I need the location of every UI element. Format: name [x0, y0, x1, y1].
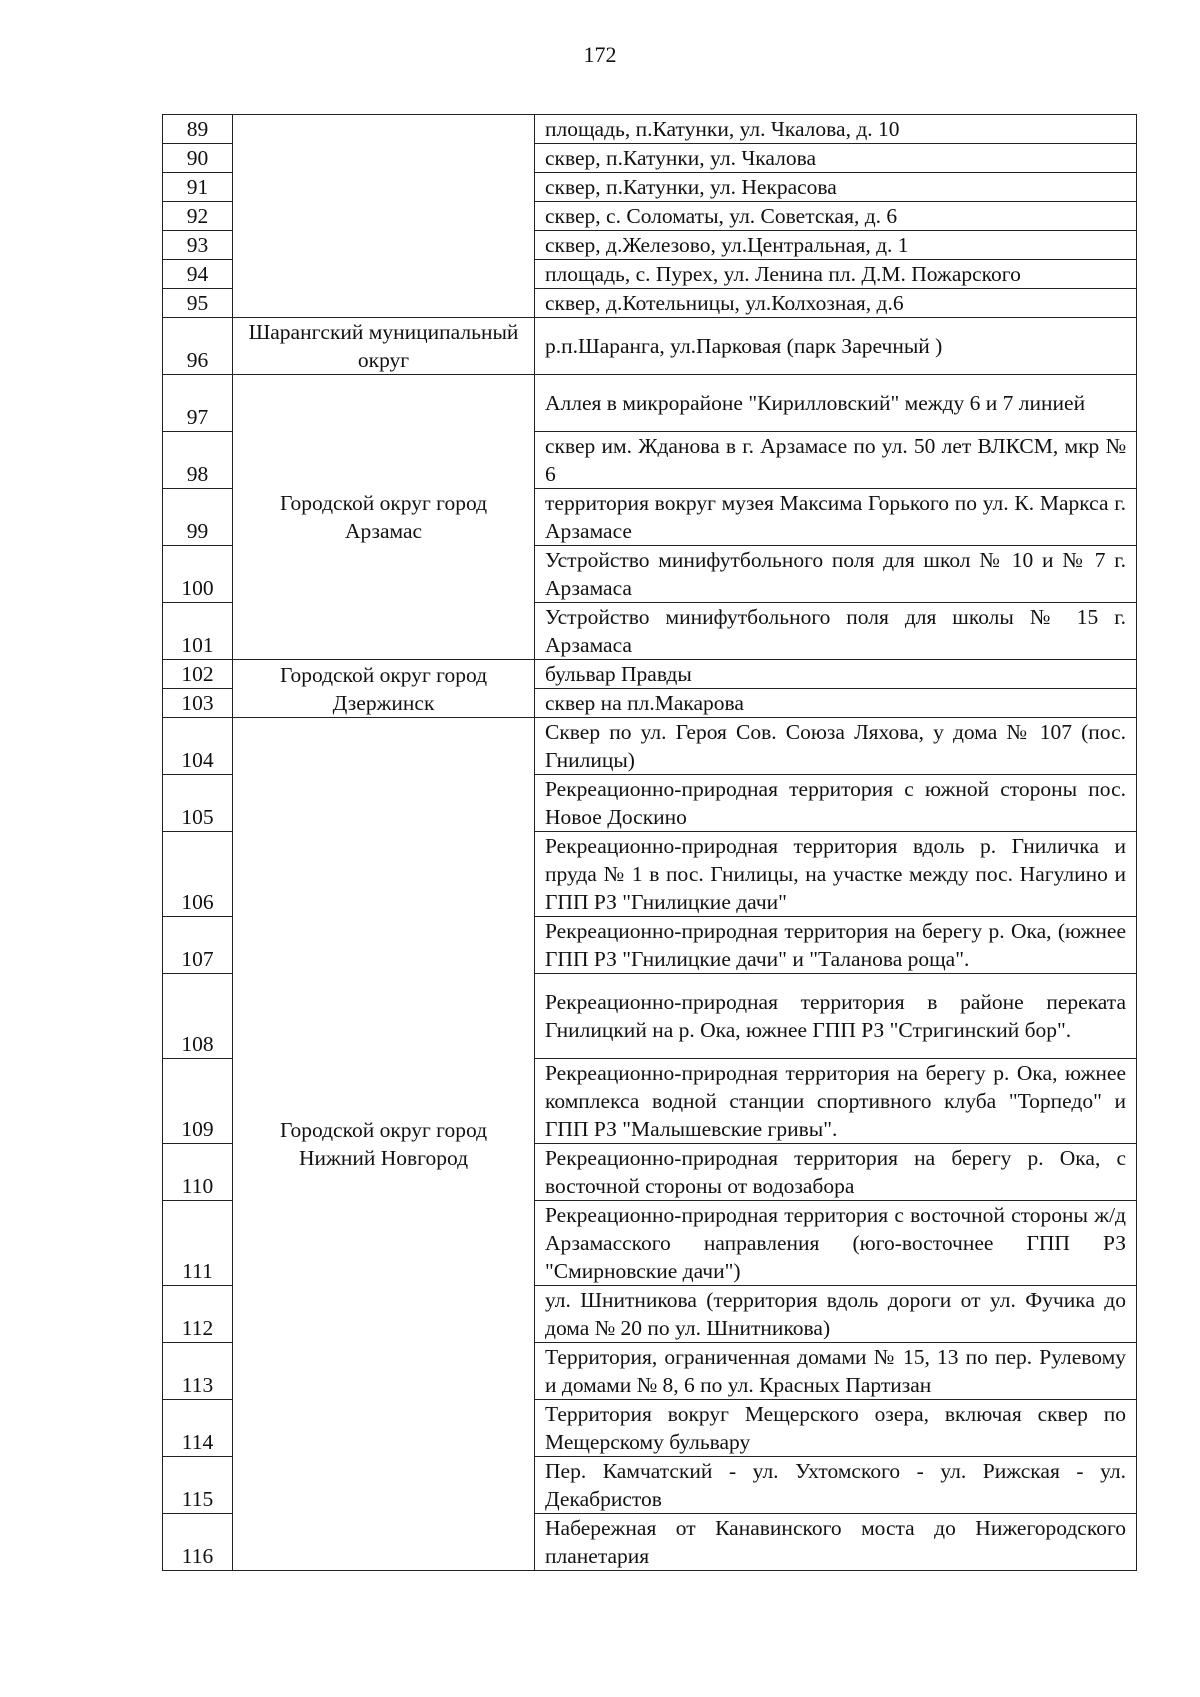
row-description: сквер, п.Катунки, ул. Чкалова — [535, 144, 1137, 173]
row-number: 107 — [163, 917, 233, 974]
row-number: 106 — [163, 832, 233, 917]
table-row — [163, 115, 1137, 144]
row-description: Рекреационно-природная территория с восточной стороны ж/д Арзамасского направления (юго-восточнее ГПП РЗ "Смирновские дачи") — [535, 1201, 1137, 1286]
row-number: 116 — [163, 1514, 233, 1571]
table-row — [163, 318, 1137, 375]
row-description: Устройство минифутбольного поля для школы № 15 г. Арзамаса — [535, 603, 1137, 660]
row-description: Рекреационно-природная территория на берегу р. Ока, южнее комплекса водной станции спортивного клуба "Торпедо" и ГПП РЗ "Малышевские гривы". — [535, 1059, 1137, 1144]
row-description: Аллея в микрорайоне "Кирилловский" между 6 и 7 линией — [535, 375, 1137, 432]
row-description: площадь, с. Пурех, ул. Ленина пл. Д.М. Пожарского — [535, 260, 1137, 289]
row-description: Набережная от Канавинского моста до Нижегородского планетария — [535, 1514, 1137, 1571]
row-number: 109 — [163, 1059, 233, 1144]
row-number: 94 — [163, 260, 233, 289]
row-number: 113 — [163, 1343, 233, 1400]
table-row — [163, 660, 1137, 689]
row-number: 89 — [163, 115, 233, 144]
district-cell: Шарангский муниципальный округ — [233, 318, 535, 375]
row-description: сквер им. Жданова в г. Арзамасе по ул. 50 лет ВЛКСМ, мкр № 6 — [535, 432, 1137, 489]
row-number: 100 — [163, 546, 233, 603]
district-cell: Городской округ город Арзамас — [233, 375, 535, 660]
row-description: Рекреационно-природная территория на берегу р. Ока, (южнее ГПП РЗ "Гнилицкие дачи" и "Таланова роща". — [535, 917, 1137, 974]
row-description: Сквер по ул. Героя Сов. Союза Ляхова, у дома № 107 (пос. Гнилицы) — [535, 718, 1137, 775]
district-cell: Городской округ город Дзержинск — [233, 660, 535, 718]
row-number: 103 — [163, 689, 233, 718]
row-number: 102 — [163, 660, 233, 689]
row-number: 112 — [163, 1286, 233, 1343]
table-row — [163, 718, 1137, 775]
table-row — [163, 375, 1137, 432]
row-number: 115 — [163, 1457, 233, 1514]
row-number: 97 — [163, 375, 233, 432]
row-number: 98 — [163, 432, 233, 489]
row-description: сквер, с. Соломаты, ул. Советская, д. 6 — [535, 202, 1137, 231]
row-description: р.п.Шаранга, ул.Парковая (парк Заречный ) — [535, 318, 1137, 375]
page-number: 172 — [583, 42, 617, 67]
row-description: территория вокруг музея Максима Горького по ул. К. Маркса г. Арзамасе — [535, 489, 1137, 546]
row-number: 95 — [163, 289, 233, 318]
row-description: Рекреационно-природная территория в районе переката Гнилицкий на р. Ока, южнее ГПП РЗ "Стригинский бор". — [535, 974, 1137, 1059]
row-description: Рекреационно-природная территория с южной стороны пос. Новое Доскино — [535, 775, 1137, 832]
row-number: 99 — [163, 489, 233, 546]
row-description: бульвар Правды — [535, 660, 1137, 689]
row-number: 105 — [163, 775, 233, 832]
row-number: 91 — [163, 173, 233, 202]
row-number: 101 — [163, 603, 233, 660]
row-number: 92 — [163, 202, 233, 231]
row-description: сквер, д.Котельницы, ул.Колхозная, д.6 — [535, 289, 1137, 318]
row-description: Пер. Камчатский - ул. Ухтомского - ул. Рижская - ул. Декабристов — [535, 1457, 1137, 1514]
row-description: Территория, ограниченная домами № 15, 13 по пер. Рулевому и домами № 8, 6 по ул. Красных Партизан — [535, 1343, 1137, 1400]
row-description: Рекреационно-природная территория вдоль р. Гниличка и пруда № 1 в пос. Гнилицы, на участке между пос. Нагулино и ГПП РЗ "Гнилицкие дачи" — [535, 832, 1137, 917]
row-number: 96 — [163, 318, 233, 375]
objects-table — [162, 114, 1137, 1571]
row-description: сквер, д.Железово, ул.Центральная, д. 1 — [535, 231, 1137, 260]
row-number: 104 — [163, 718, 233, 775]
row-number: 111 — [163, 1201, 233, 1286]
district-cell: Городской округ город Нижний Новгород — [233, 718, 535, 1571]
row-description: сквер, п.Катунки, ул. Некрасова — [535, 173, 1137, 202]
row-description: Рекреационно-природная территория на берегу р. Ока, с восточной стороны от водозабора — [535, 1144, 1137, 1201]
row-number: 90 — [163, 144, 233, 173]
row-number: 110 — [163, 1144, 233, 1201]
row-description: сквер на пл.Макарова — [535, 689, 1137, 718]
row-number: 93 — [163, 231, 233, 260]
row-description: ул. Шнитникова (территория вдоль дороги от ул. Фучика до дома № 20 по ул. Шнитникова) — [535, 1286, 1137, 1343]
row-description: площадь, п.Катунки, ул. Чкалова, д. 10 — [535, 115, 1137, 144]
row-description: Территория вокруг Мещерского озера, включая сквер по Мещерскому бульвару — [535, 1400, 1137, 1457]
row-description: Устройство минифутбольного поля для школ № 10 и № 7 г. Арзамаса — [535, 546, 1137, 603]
district-cell — [233, 115, 535, 318]
row-number: 114 — [163, 1400, 233, 1457]
row-number: 108 — [163, 974, 233, 1059]
